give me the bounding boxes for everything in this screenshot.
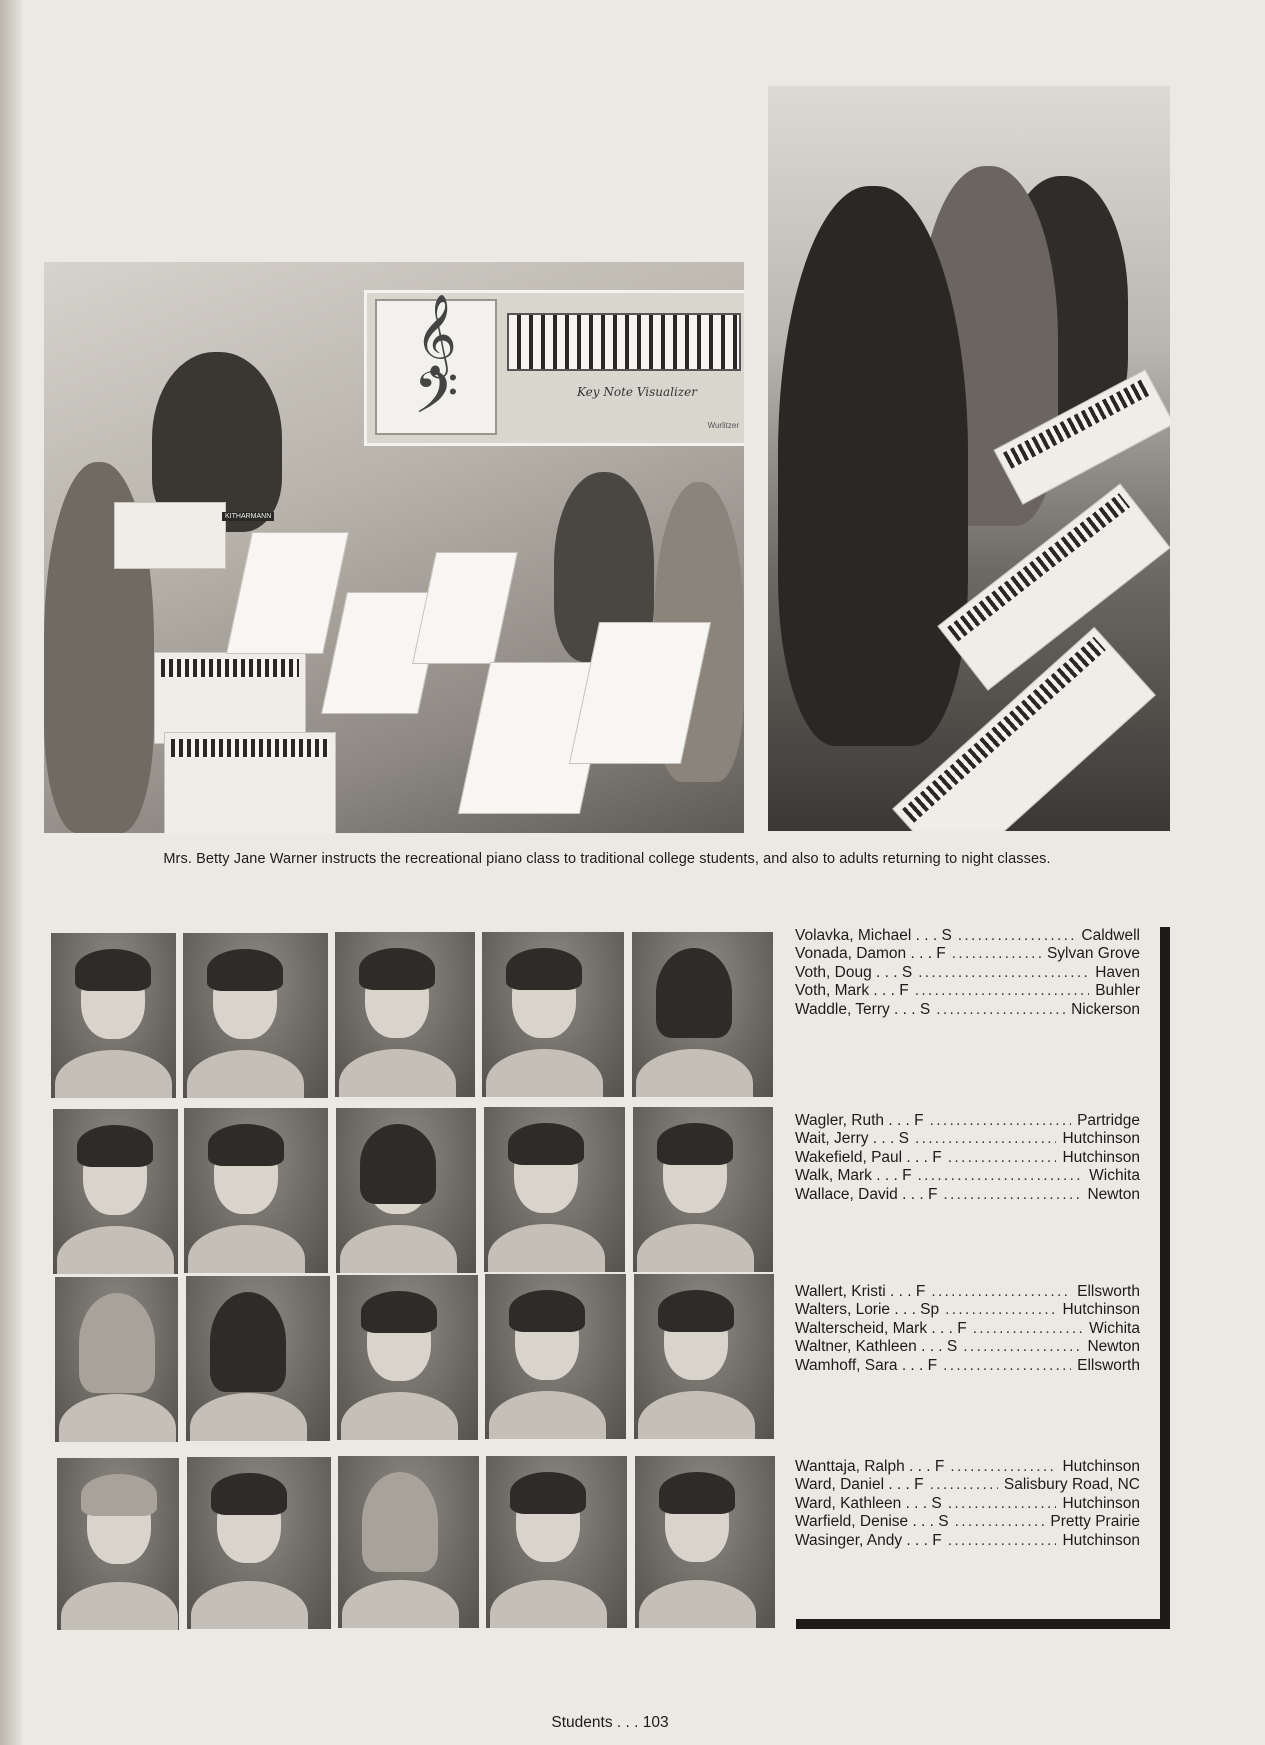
student-portrait <box>634 1274 774 1439</box>
name-entry: Wallace, David . . . F . . . Newton <box>795 1186 1140 1204</box>
student-portrait <box>632 932 773 1097</box>
frame-rule-horizontal <box>796 1619 1170 1629</box>
key-note-visualizer-board <box>364 290 744 446</box>
student-portrait <box>335 932 475 1097</box>
student-portrait <box>486 1456 627 1628</box>
name-list-row-3 <box>795 1283 1140 1375</box>
board-label: Key Note Visualizer <box>577 385 697 399</box>
page-number: 103 <box>642 1714 669 1731</box>
student-portrait <box>485 1274 626 1439</box>
piano-stand-back <box>114 502 226 569</box>
music-stand <box>412 552 518 664</box>
name-entry: Vonada, Damon . . . F . . . Sylvan Grove <box>795 945 1140 963</box>
footer-section: Students . . . <box>551 1714 639 1731</box>
student-portrait <box>337 1275 478 1440</box>
student-portrait <box>633 1107 773 1272</box>
name-entry: Volavka, Michael . . . S . . . Caldwell <box>795 927 1140 945</box>
student-portrait <box>184 1108 328 1273</box>
board-brand: Wurlitzer <box>707 421 739 430</box>
student-portrait <box>55 1277 178 1442</box>
name-entry: Walterscheid, Mark . . . F . . . Wichita <box>795 1320 1140 1338</box>
frame-rule-vertical <box>1160 927 1170 1629</box>
student-portrait <box>57 1458 179 1630</box>
name-entry: Walk, Mark . . . F . . . Wichita <box>795 1167 1140 1185</box>
page-footer <box>0 1714 1220 1732</box>
piano-class-photo <box>44 262 744 833</box>
name-entry: Waddle, Terry . . . S . . . Nickerson <box>795 1001 1140 1019</box>
name-list-row-4 <box>795 1458 1140 1550</box>
student-portrait <box>187 1457 331 1629</box>
piano <box>164 732 336 833</box>
student-portrait <box>53 1109 178 1274</box>
student-portrait <box>183 933 328 1098</box>
name-entry: Wagler, Ruth . . . F . . . Partridge <box>795 1112 1140 1130</box>
student-portrait <box>51 933 176 1098</box>
music-stand <box>226 532 349 654</box>
name-entry: Voth, Doug . . . S . . . Haven <box>795 964 1140 982</box>
student-portrait <box>482 932 624 1097</box>
name-entry: Wasinger, Andy . . . F . . . Hutchinson <box>795 1532 1140 1550</box>
name-entry: Warfield, Denise . . . S . . . Pretty Prairie <box>795 1513 1140 1531</box>
name-entry: Wanttaja, Ralph . . . F . . . Hutchinson <box>795 1458 1140 1476</box>
student-figure <box>778 186 968 746</box>
name-entry: Walters, Lorie . . . Sp . . . Hutchinson <box>795 1301 1140 1319</box>
name-entry: Ward, Kathleen . . . S . . . Hutchinson <box>795 1495 1140 1513</box>
piano-brand: KITHARMANN <box>222 512 274 521</box>
name-entry: Wamhoff, Sara . . . F . . . Ellsworth <box>795 1357 1140 1375</box>
name-entry: Wallert, Kristi . . . F . . . Ellsworth <box>795 1283 1140 1301</box>
photo-caption: Mrs. Betty Jane Warner instructs the recreational piano class to traditional college students, and also to adults returning to night classes. <box>163 851 1051 867</box>
student-portrait <box>336 1108 476 1273</box>
student-portrait <box>338 1456 479 1628</box>
board-keyboard <box>507 313 741 371</box>
name-entry: Ward, Daniel . . . F . . . Salisbury Road, NC <box>795 1476 1140 1494</box>
piano-students-photo <box>768 86 1170 831</box>
name-list-row-1 <box>795 927 1140 1019</box>
student-portrait <box>186 1276 330 1441</box>
name-entry: Voth, Mark . . . F . . . Buhler <box>795 982 1140 1000</box>
name-entry: Wakefield, Paul . . . F . . . Hutchinson <box>795 1149 1140 1167</box>
student-portrait <box>484 1107 625 1272</box>
piano <box>154 652 306 744</box>
name-entry: Wait, Jerry . . . S . . . Hutchinson <box>795 1130 1140 1148</box>
name-entry: Waltner, Kathleen . . . S . . . Newton <box>795 1338 1140 1356</box>
student-portrait <box>635 1456 775 1628</box>
clef-staff: 𝄞 𝄢 <box>375 299 497 435</box>
page-binding-shadow <box>0 0 22 1745</box>
name-list-row-2 <box>795 1112 1140 1204</box>
